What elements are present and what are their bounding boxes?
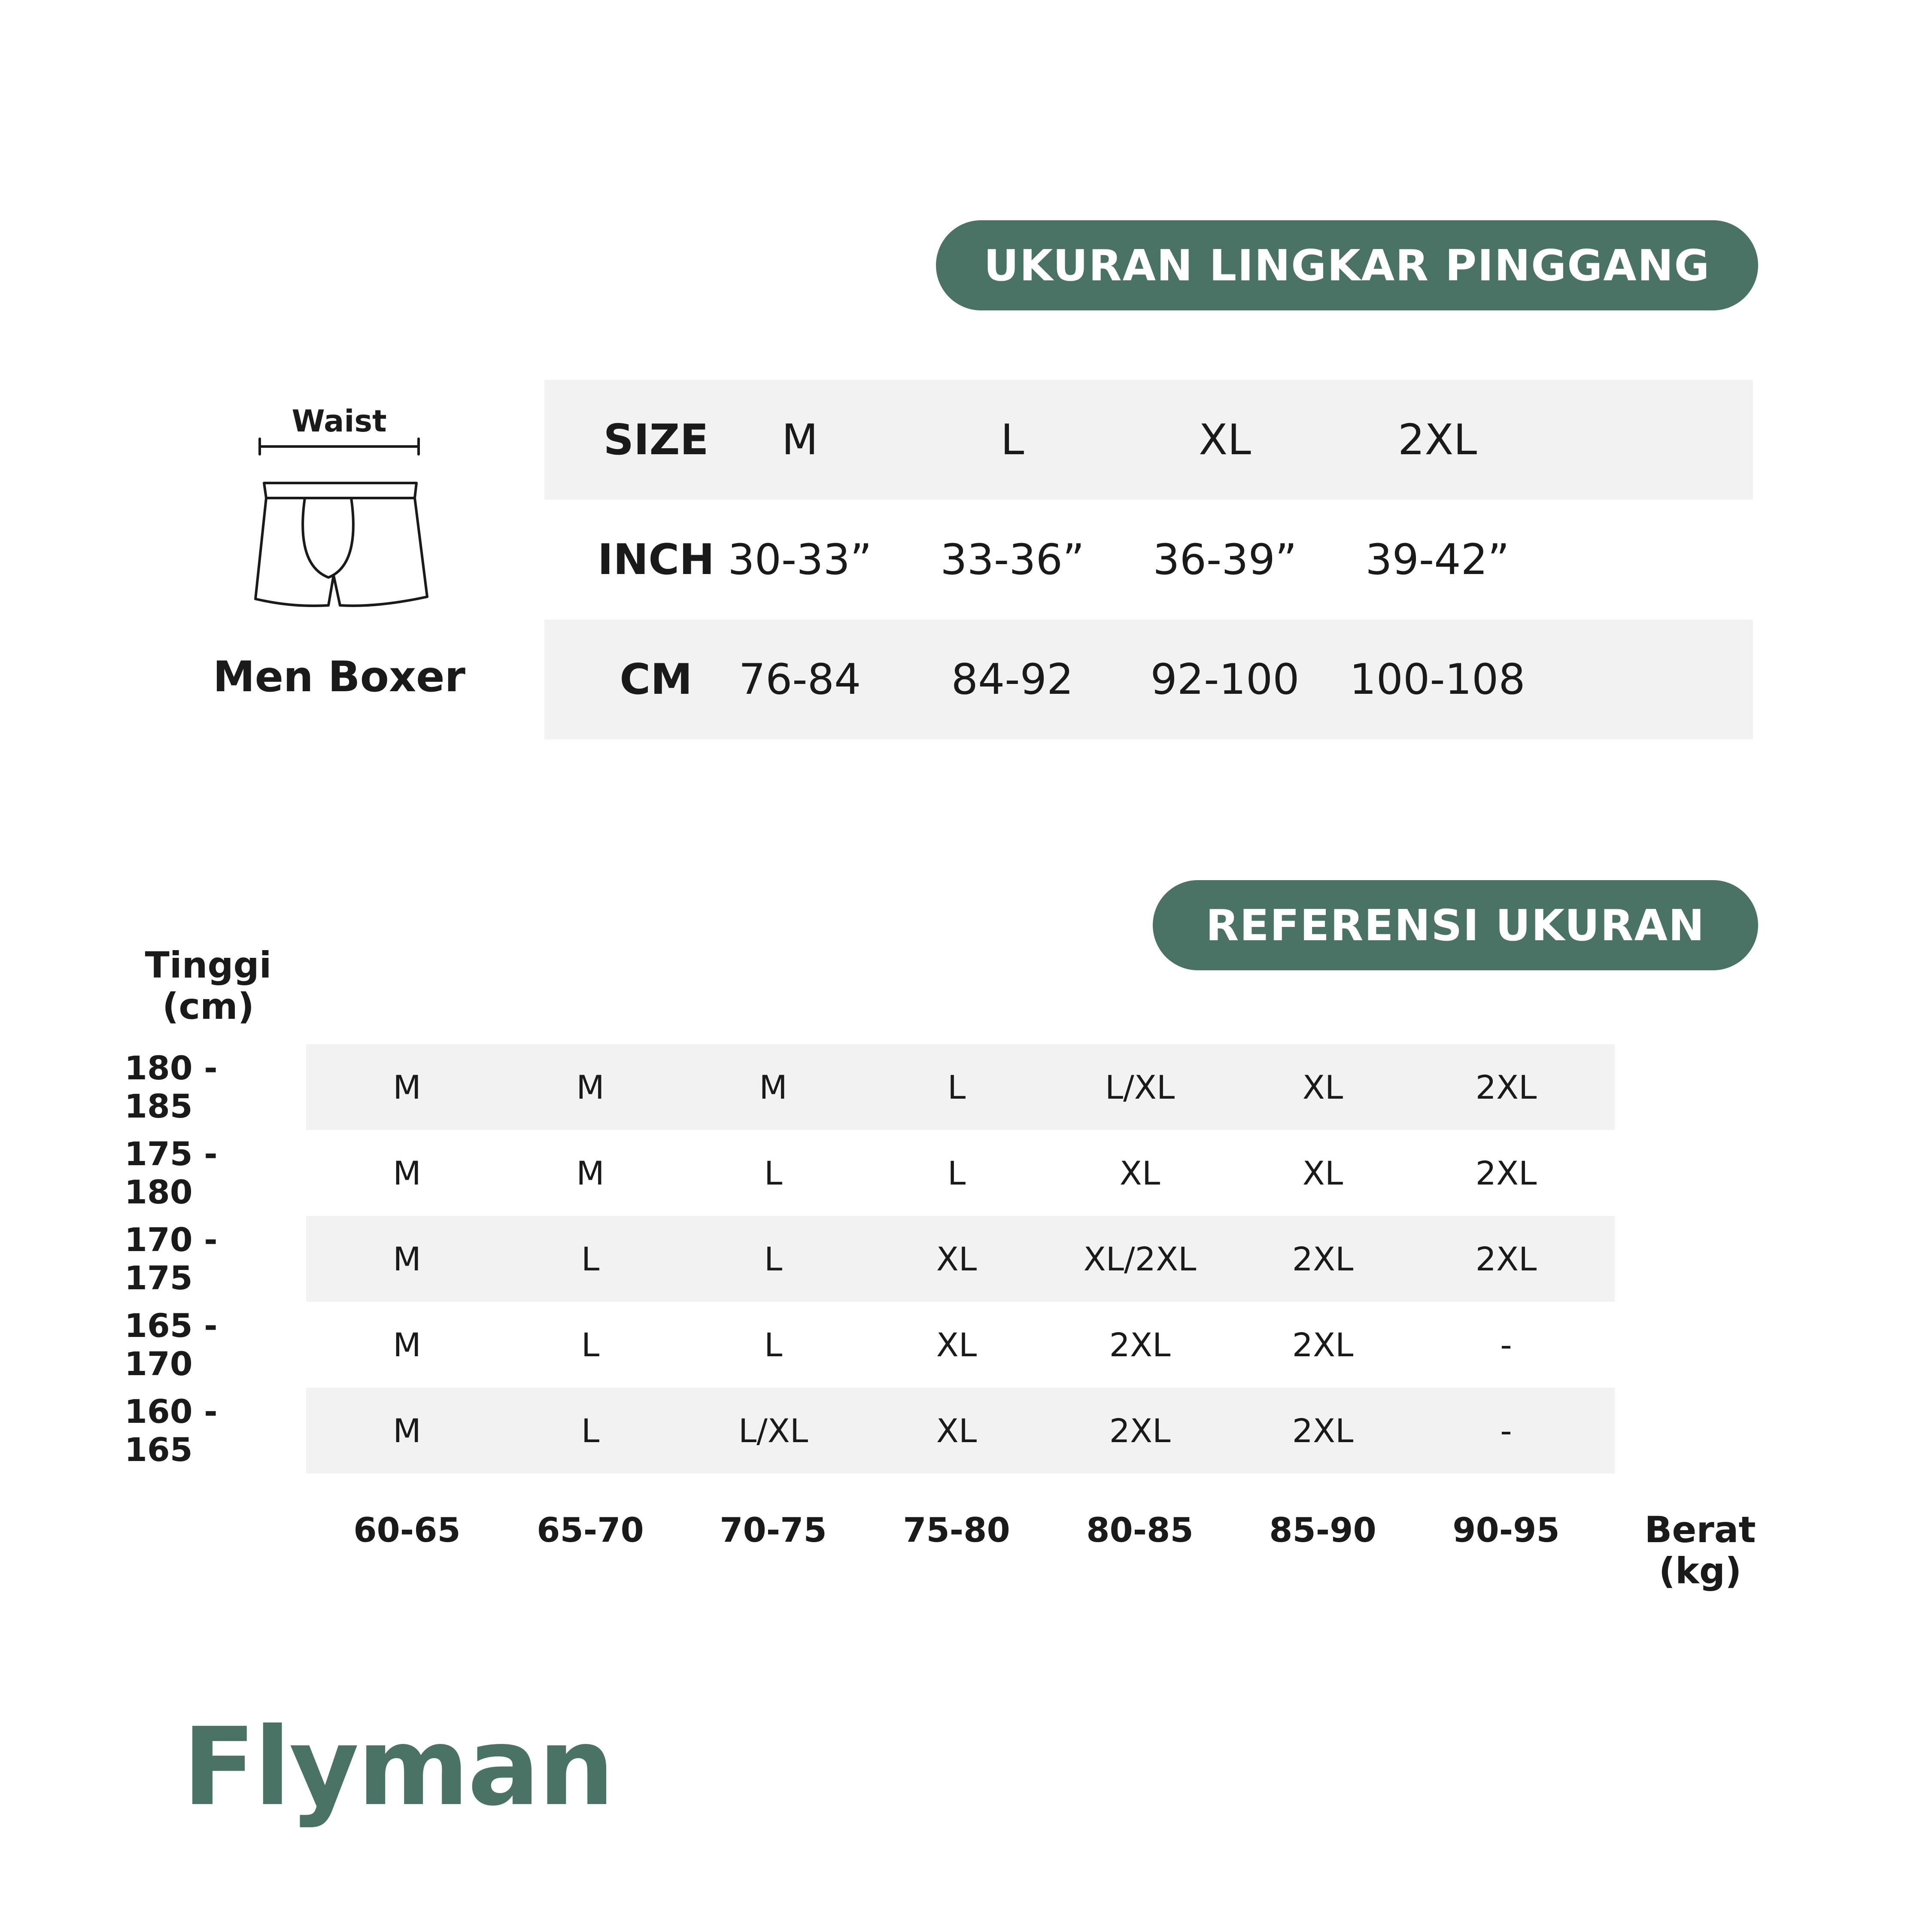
table-cell: L <box>947 1068 966 1106</box>
row-header: CM <box>620 655 693 704</box>
table-cell: L <box>947 1154 966 1192</box>
table-row <box>306 1302 1615 1388</box>
brand-logo: Flyman <box>182 1704 613 1829</box>
table-cell: L <box>1000 415 1024 465</box>
table-cell: 92-100 <box>1150 655 1300 704</box>
table-cell: L <box>764 1239 783 1278</box>
table-cell: M <box>781 415 818 465</box>
waist-chart-title: UKURAN LINGKAR PINGGANG <box>936 220 1758 310</box>
table-cell: M <box>393 1239 421 1278</box>
table-cell: M <box>393 1154 421 1192</box>
weight-axis-title: Berat <box>1644 1509 1756 1551</box>
table-cell: - <box>1500 1325 1512 1364</box>
table-cell: 39-42” <box>1365 535 1510 584</box>
height-label: 175 - 180 <box>125 1135 218 1211</box>
boxer-icon <box>240 434 438 614</box>
table-cell: XL <box>936 1411 977 1450</box>
table-row <box>306 1216 1615 1302</box>
table-cell: 2XL <box>1475 1239 1537 1278</box>
table-cell: 2XL <box>1475 1154 1537 1192</box>
table-cell: L/XL <box>1105 1068 1175 1106</box>
table-cell: L <box>581 1239 600 1278</box>
height-label: 180 - 185 <box>125 1049 218 1125</box>
table-cell: - <box>1500 1411 1512 1450</box>
reference-title: REFERENSI UKURAN <box>1153 880 1758 970</box>
weight-label: 80-85 <box>1086 1511 1194 1550</box>
table-row <box>306 1130 1615 1216</box>
table-cell: 100-108 <box>1349 655 1525 704</box>
row-header: SIZE <box>603 415 709 465</box>
table-cell: L <box>581 1411 600 1450</box>
cm-row <box>544 620 1753 739</box>
product-name: Men Boxer <box>213 653 465 702</box>
table-cell: 2XL <box>1475 1068 1537 1106</box>
height-axis-label: Tinggi <box>145 944 272 986</box>
inch-row <box>544 500 1753 620</box>
table-cell: L <box>764 1154 783 1192</box>
table-row <box>306 1044 1615 1130</box>
height-label: 160 - 165 <box>125 1392 218 1469</box>
table-cell: 2XL <box>1292 1239 1354 1278</box>
table-cell: M <box>393 1325 421 1364</box>
table-row <box>306 1388 1615 1473</box>
table-cell: M <box>576 1068 605 1106</box>
table-cell: M <box>576 1154 605 1192</box>
table-cell: M <box>393 1411 421 1450</box>
table-cell: 2XL <box>1397 415 1477 465</box>
table-cell: M <box>393 1068 421 1106</box>
size-row <box>544 380 1753 500</box>
weight-label: 60-65 <box>353 1511 461 1550</box>
weight-label: 75-80 <box>903 1511 1010 1550</box>
weight-axis-unit: (kg) <box>1659 1550 1742 1592</box>
weight-label: 70-75 <box>720 1511 827 1550</box>
table-cell: L/XL <box>738 1411 808 1450</box>
row-header: INCH <box>597 535 715 584</box>
height-axis-unit: (cm) <box>162 985 255 1027</box>
table-cell: XL <box>1119 1154 1160 1192</box>
table-cell: 30-33” <box>728 535 872 584</box>
table-cell: M <box>759 1068 787 1106</box>
height-label: 165 - 170 <box>125 1306 218 1383</box>
table-cell: 36-39” <box>1153 535 1297 584</box>
weight-label: 85-90 <box>1269 1511 1376 1550</box>
table-cell: XL/2XL <box>1083 1239 1197 1278</box>
table-cell: L <box>581 1325 600 1364</box>
table-cell: 84-92 <box>951 655 1074 704</box>
table-cell: XL <box>1302 1154 1343 1192</box>
table-cell: XL <box>936 1325 977 1364</box>
table-cell: 2XL <box>1292 1411 1354 1450</box>
table-cell: XL <box>1302 1068 1343 1106</box>
table-cell: 33-36” <box>940 535 1084 584</box>
table-cell: 2XL <box>1109 1325 1171 1364</box>
height-label: 170 - 175 <box>125 1221 218 1297</box>
size-reference-table <box>306 1044 1615 1473</box>
table-cell: 2XL <box>1292 1325 1354 1364</box>
table-cell: XL <box>1199 415 1251 465</box>
waist-label: Waist <box>292 404 387 439</box>
table-cell: XL <box>936 1239 977 1278</box>
table-cell: 76-84 <box>738 655 861 704</box>
table-cell: L <box>764 1325 783 1364</box>
weight-label: 90-95 <box>1452 1511 1560 1550</box>
weight-label: 65-70 <box>537 1511 644 1550</box>
table-cell: 2XL <box>1109 1411 1171 1450</box>
waist-size-table <box>544 380 1753 740</box>
weight-axis-label <box>1631 1509 1769 1592</box>
